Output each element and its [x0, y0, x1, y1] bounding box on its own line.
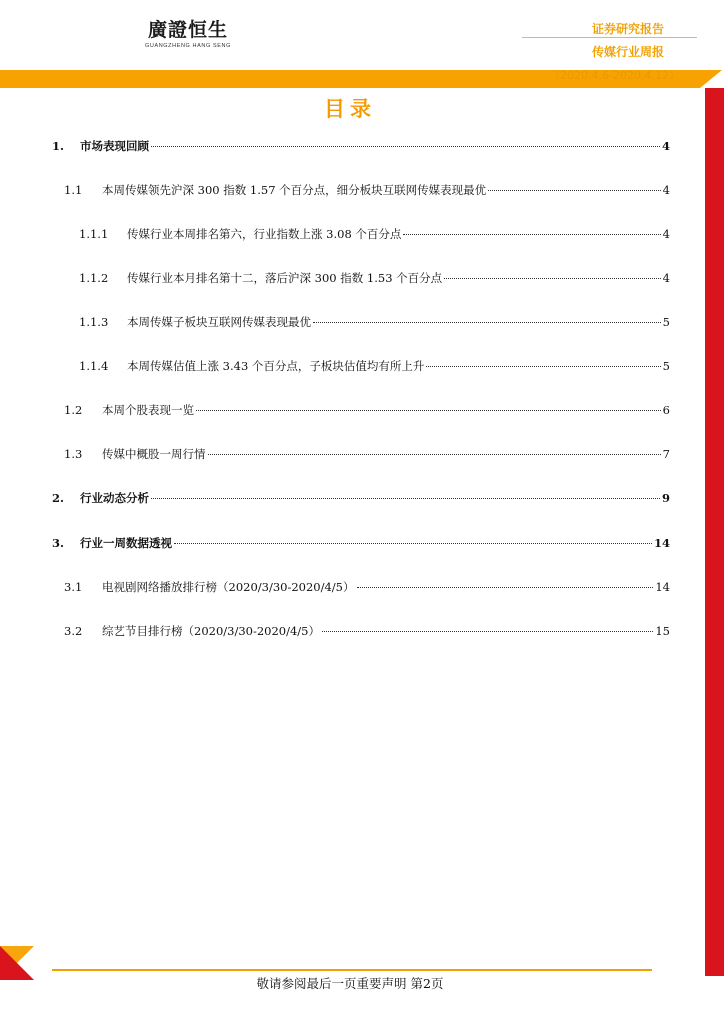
toc-entry-title: 市场表现回顾 — [80, 139, 149, 153]
toc-entry-number: 1.2 — [64, 403, 83, 417]
toc-entry-title: 本周传媒估值上涨 3.43 个百分点，子板块估值均有所上升 — [127, 359, 425, 373]
toc-entry-number: 1.1.3 — [79, 315, 109, 329]
toc-entry-number: 1.1.4 — [79, 359, 109, 373]
toc-entry-title: 本周传媒子板块互联网传媒表现最优 — [127, 315, 311, 329]
toc-entry-page: 15 — [655, 624, 670, 638]
toc-entry[interactable] — [52, 579, 670, 599]
header-divider — [522, 37, 697, 38]
toc-entry-page: 7 — [662, 447, 670, 461]
toc-dot-leader — [322, 631, 653, 632]
toc-dot-leader — [403, 234, 660, 235]
logo-chinese-name: 廣證恒生 — [147, 19, 228, 41]
toc-dot-leader — [313, 322, 661, 323]
toc-entry-title: 传媒行业本周排名第六，行业指数上涨 3.08 个百分点 — [127, 227, 402, 241]
toc-entry-number: 3.1 — [64, 580, 83, 594]
toc-entry-page: 4 — [662, 227, 670, 241]
report-title-label: 传媒行业周报 — [591, 45, 664, 59]
toc-entry[interactable] — [52, 226, 670, 246]
toc-entry-title: 本周传媒领先沪深 300 指数 1.57 个百分点，细分板块互联网传媒表现最优 — [102, 183, 487, 197]
right-red-bar — [705, 88, 724, 976]
toc-entry-page: 6 — [662, 403, 670, 417]
toc-entry-page: 9 — [661, 491, 670, 505]
toc-entry-title: 传媒行业本月排名第十二，落后沪深 300 指数 1.53 个百分点 — [127, 271, 443, 285]
report-date-range: （2020.4.6-2020.4.12） — [549, 69, 680, 82]
report-type-label: 证券研究报告 — [591, 22, 664, 36]
toc-entry-page: 5 — [662, 315, 670, 329]
header-band-corner — [700, 70, 722, 88]
toc-entry-number: 1.1.2 — [79, 271, 109, 285]
toc-entry-number: 1.1 — [64, 183, 83, 197]
toc-entry[interactable] — [52, 358, 670, 378]
toc-entry-title: 行业动态分析 — [80, 491, 149, 505]
toc-dot-leader — [426, 366, 660, 367]
toc-dot-leader — [151, 498, 660, 499]
toc-entry-page: 4 — [662, 271, 670, 285]
toc-entry-number: 1. — [52, 139, 65, 153]
toc-dot-leader — [174, 543, 652, 544]
toc-entry[interactable] — [52, 535, 670, 555]
toc-entry-title: 电视剧网络播放排行榜（2020/3/30-2020/4/5） — [102, 580, 355, 594]
footer-divider — [52, 969, 652, 971]
footer-disclaimer: 敬请参阅最后一页重要声明 第2页 — [256, 976, 444, 991]
toc-entry-number: 1.1.1 — [79, 227, 109, 241]
toc-entry-page: 14 — [655, 580, 670, 594]
toc-entry-page: 5 — [662, 359, 670, 373]
toc-entry-page: 14 — [653, 536, 670, 550]
toc-entry-title: 传媒中概股一周行情 — [102, 447, 206, 461]
toc-entry[interactable] — [52, 623, 670, 643]
toc-dot-leader — [151, 146, 660, 147]
toc-entry-title: 本周个股表现一览 — [102, 403, 194, 417]
toc-entry[interactable] — [52, 314, 670, 334]
toc-entry-page: 4 — [662, 183, 670, 197]
toc-entry-number: 3.2 — [64, 624, 83, 638]
logo-english-name: GUANGZHENG HANG SENG — [145, 43, 231, 49]
toc-dot-leader — [196, 410, 661, 411]
toc-entry-page: 4 — [661, 139, 670, 153]
page-title: 目录 — [324, 97, 376, 121]
toc-entry[interactable] — [52, 182, 670, 202]
toc-entry-number: 3. — [52, 536, 65, 550]
toc-entry[interactable] — [52, 138, 670, 158]
toc-dot-leader — [208, 454, 661, 455]
toc-dot-leader — [488, 190, 660, 191]
toc-entry-title: 行业一周数据透视 — [80, 536, 172, 550]
company-logo — [138, 18, 238, 49]
toc-dot-leader — [357, 587, 654, 588]
toc-entry-number: 2. — [52, 491, 65, 505]
toc-dot-leader — [444, 278, 660, 279]
toc-entry[interactable] — [52, 402, 670, 422]
toc-entry-number: 1.3 — [64, 447, 83, 461]
toc-entry[interactable] — [52, 446, 670, 466]
toc-entry-title: 综艺节目排行榜（2020/3/30-2020/4/5） — [102, 624, 320, 638]
toc-entry[interactable] — [52, 270, 670, 290]
toc-entry[interactable] — [52, 490, 670, 510]
